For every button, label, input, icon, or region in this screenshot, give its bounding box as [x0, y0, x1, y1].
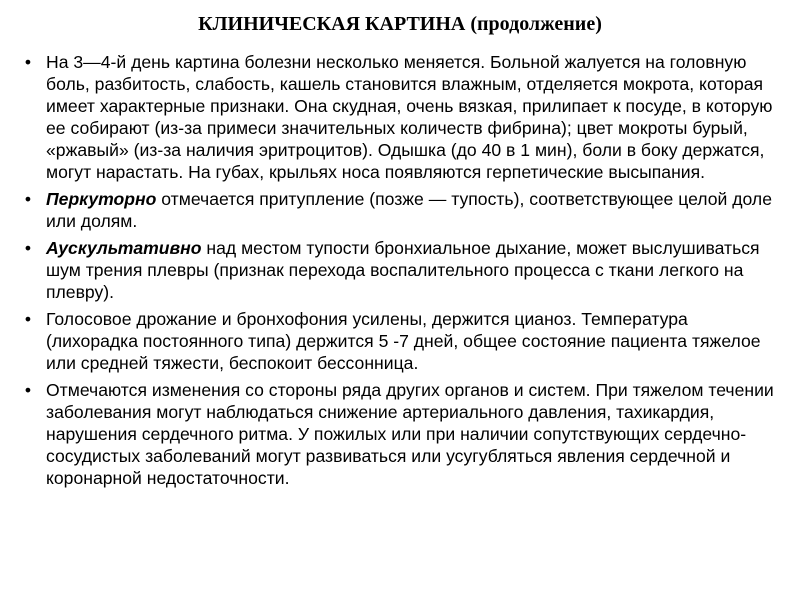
bullet-dot-icon: • — [24, 238, 32, 258]
bullet-dot-icon: • — [24, 380, 32, 400]
bullet-lead-term: Перкуторно — [46, 189, 157, 209]
bullet-item-5 — [24, 379, 781, 489]
bullet-item-2 — [24, 188, 781, 232]
bullet-dot-icon: • — [24, 309, 32, 329]
bullet-text: Отмечаются изменения со стороны ряда других органов и систем. При тяжелом течении заболевания могут наблюдаться снижение артериального давления, тахикардия, нарушения сердечного ритма. У пожилых или при наличии сопутствующих сердечно-сосудистых заболеваний могут развиваться или усугубляться явления сердечной и коронарной недостаточности. — [46, 380, 774, 488]
slide-title: КЛИНИЧЕСКАЯ КАРТИНА (продолжение) — [198, 13, 602, 35]
bullet-text: над местом тупости бронхиальное дыхание, может выслушиваться шум трения плевры (признак перехода воспалительного процесса с ткани легкого на плевру). — [46, 238, 760, 302]
bullet-item-4 — [24, 308, 781, 374]
bullet-text: отмечается притупление (позже — тупость), соответствующее целой доле или долям. — [46, 189, 772, 231]
bullet-text: Голосовое дрожание и бронхофония усилены, держится цианоз. Температура (лихорадка постоянного типа) держится 5 -7 дней, общее состояние пациента тяжелое или средней тяжести, беспокоит бессонница. — [46, 309, 761, 373]
bullet-text: На 3—4-й день картина болезни несколько меняется. Больной жалуется на головную боль, разбитость, слабость, кашель становится влажным, отделяется мокрота, которая имеет характерные признаки. Она скудная, очень вязкая, прилипает к посуде, в которую ее собирают (из-за примеси значительных количеств фибрина); цвет мокроты бурый, «ржавый» (из-за наличия эритроцитов). Одышка (до 40 в 1 мин), боли в боку держатся, могут нарастать. На губах, крыльях носа появляются герпетические высыпания. — [46, 52, 773, 182]
bullet-item-1 — [24, 51, 781, 183]
bullet-dot-icon: • — [24, 52, 32, 72]
bullet-dot-icon: • — [24, 189, 32, 209]
bullet-list — [24, 51, 781, 494]
bullet-item-3 — [24, 237, 781, 303]
bullet-lead-term: Аускультативно — [46, 238, 202, 258]
